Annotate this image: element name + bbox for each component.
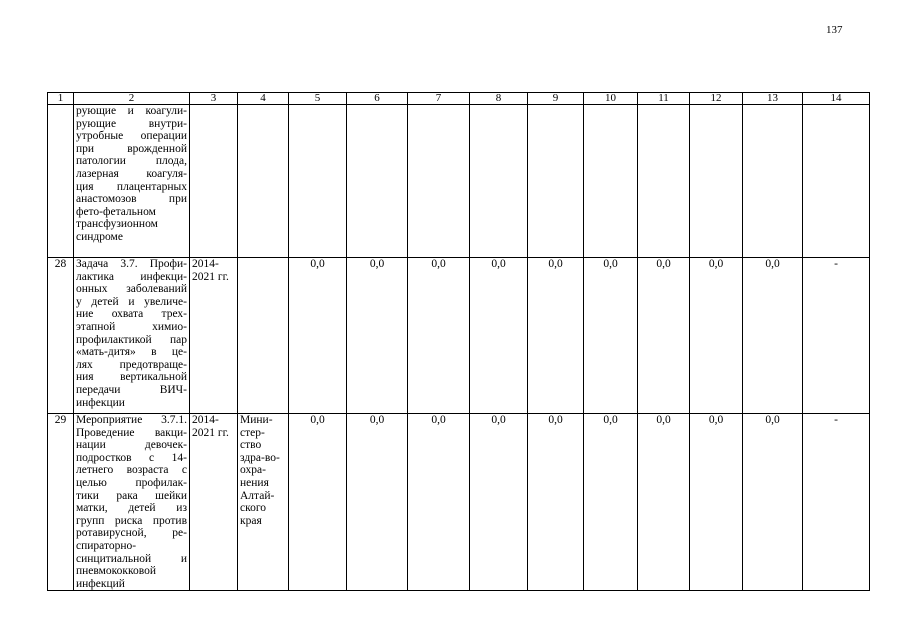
table-row (48, 414, 870, 591)
description-line: матки, детей из (76, 502, 187, 515)
description-line: нации девочек- (76, 439, 187, 452)
description-line: синцитиальной и (76, 552, 187, 565)
value-cell: 0,0 (528, 414, 584, 591)
value-cell (289, 105, 347, 258)
row-executor (238, 105, 289, 258)
description-line: инфекций (76, 577, 125, 590)
row-number: 28 (48, 258, 74, 414)
description-line: анастомозов при (76, 193, 187, 206)
row-description (74, 105, 190, 258)
description-line: ние охвата трех- (76, 308, 187, 321)
description-line: лактика инфекци- (76, 270, 187, 283)
description-line: целью профилак- (76, 476, 187, 489)
value-cell: 0,0 (470, 258, 528, 414)
header-cell: 10 (584, 93, 638, 105)
header-cell: 13 (743, 93, 803, 105)
value-cell: 0,0 (347, 258, 408, 414)
header-cell: 1 (48, 93, 74, 105)
table-header-row (48, 93, 870, 105)
description-line: инфекции (76, 396, 125, 409)
description-line: рующие и коагули- (76, 105, 187, 117)
value-cell: 0,0 (408, 414, 470, 591)
row-period (190, 105, 238, 258)
header-cell: 5 (289, 93, 347, 105)
description-line: тики рака шейки (76, 489, 187, 502)
value-cell: 0,0 (347, 414, 408, 591)
description-line: утробные операции (76, 130, 187, 143)
description-line: ротавирусной, ре- (76, 527, 187, 540)
value-cell: 0,0 (408, 258, 470, 414)
value-cell: 0,0 (638, 258, 690, 414)
row-col14: - (803, 258, 870, 414)
value-cell: 0,0 (289, 258, 347, 414)
description-line: Задача 3.7. Профи- (76, 258, 187, 270)
row-col14: - (803, 414, 870, 591)
value-cell: 0,0 (289, 414, 347, 591)
description-line: лазерная коагуля- (76, 167, 187, 180)
row-executor: Мини-стер-ство здра-во-охра-нения Алтай-ского края (238, 414, 289, 591)
header-cell: 11 (638, 93, 690, 105)
description-line: групп риска против (76, 514, 187, 527)
value-cell (584, 105, 638, 258)
description-line: летнего возраста с (76, 464, 187, 477)
page-number: 137 (826, 24, 843, 36)
value-cell: 0,0 (528, 258, 584, 414)
value-cell (347, 105, 408, 258)
row-period: 2014-2021 гг. (190, 414, 238, 591)
value-cell: 0,0 (743, 414, 803, 591)
row-description (74, 414, 190, 591)
value-cell (408, 105, 470, 258)
description-line: лях предотвраще- (76, 358, 187, 371)
description-line: фето-фетальном (76, 205, 156, 218)
description-line: при врожденной (76, 142, 187, 155)
header-cell: 8 (470, 93, 528, 105)
description-line: подростков с 14- (76, 451, 187, 464)
description-line: онных заболеваний (76, 283, 187, 296)
description-line: спираторно- (76, 539, 137, 552)
value-cell: 0,0 (470, 414, 528, 591)
row-number: 29 (48, 414, 74, 591)
row-col14 (803, 105, 870, 258)
description-line: рующие внутри- (76, 117, 187, 130)
description-line: синдроме (76, 230, 123, 243)
value-cell: 0,0 (690, 414, 743, 591)
value-cell: 0,0 (584, 414, 638, 591)
header-cell: 4 (238, 93, 289, 105)
value-cell (638, 105, 690, 258)
header-cell: 2 (74, 93, 190, 105)
row-executor (238, 258, 289, 414)
description-line: патологии плода, (76, 155, 187, 168)
table-row (48, 105, 870, 258)
description-line: у детей и увеличе- (76, 295, 187, 308)
value-cell (690, 105, 743, 258)
value-cell: 0,0 (638, 414, 690, 591)
description-line: Мероприятие 3.7.1. (76, 414, 187, 426)
row-period: 2014-2021 гг. (190, 258, 238, 414)
program-table (47, 92, 870, 591)
description-line: ция плацентарных (76, 180, 187, 193)
row-description (74, 258, 190, 414)
value-cell: 0,0 (584, 258, 638, 414)
description-line: «мать-дитя» в це- (76, 346, 187, 359)
value-cell (470, 105, 528, 258)
header-cell: 3 (190, 93, 238, 105)
description-line: пневмококковой (76, 565, 157, 578)
description-line: профилактикой пар (76, 333, 187, 346)
header-cell: 12 (690, 93, 743, 105)
value-cell: 0,0 (690, 258, 743, 414)
value-cell: 0,0 (743, 258, 803, 414)
value-cell (528, 105, 584, 258)
description-line: Проведение вакци- (76, 426, 187, 439)
description-line: трансфузионном (76, 218, 158, 231)
header-cell: 14 (803, 93, 870, 105)
value-cell (743, 105, 803, 258)
header-cell: 7 (408, 93, 470, 105)
table-row (48, 258, 870, 414)
header-cell: 6 (347, 93, 408, 105)
header-cell: 9 (528, 93, 584, 105)
description-line: передачи ВИЧ- (76, 383, 187, 396)
description-line: этапной химио- (76, 320, 187, 333)
row-number (48, 105, 74, 258)
description-line: ния вертикальной (76, 371, 187, 384)
